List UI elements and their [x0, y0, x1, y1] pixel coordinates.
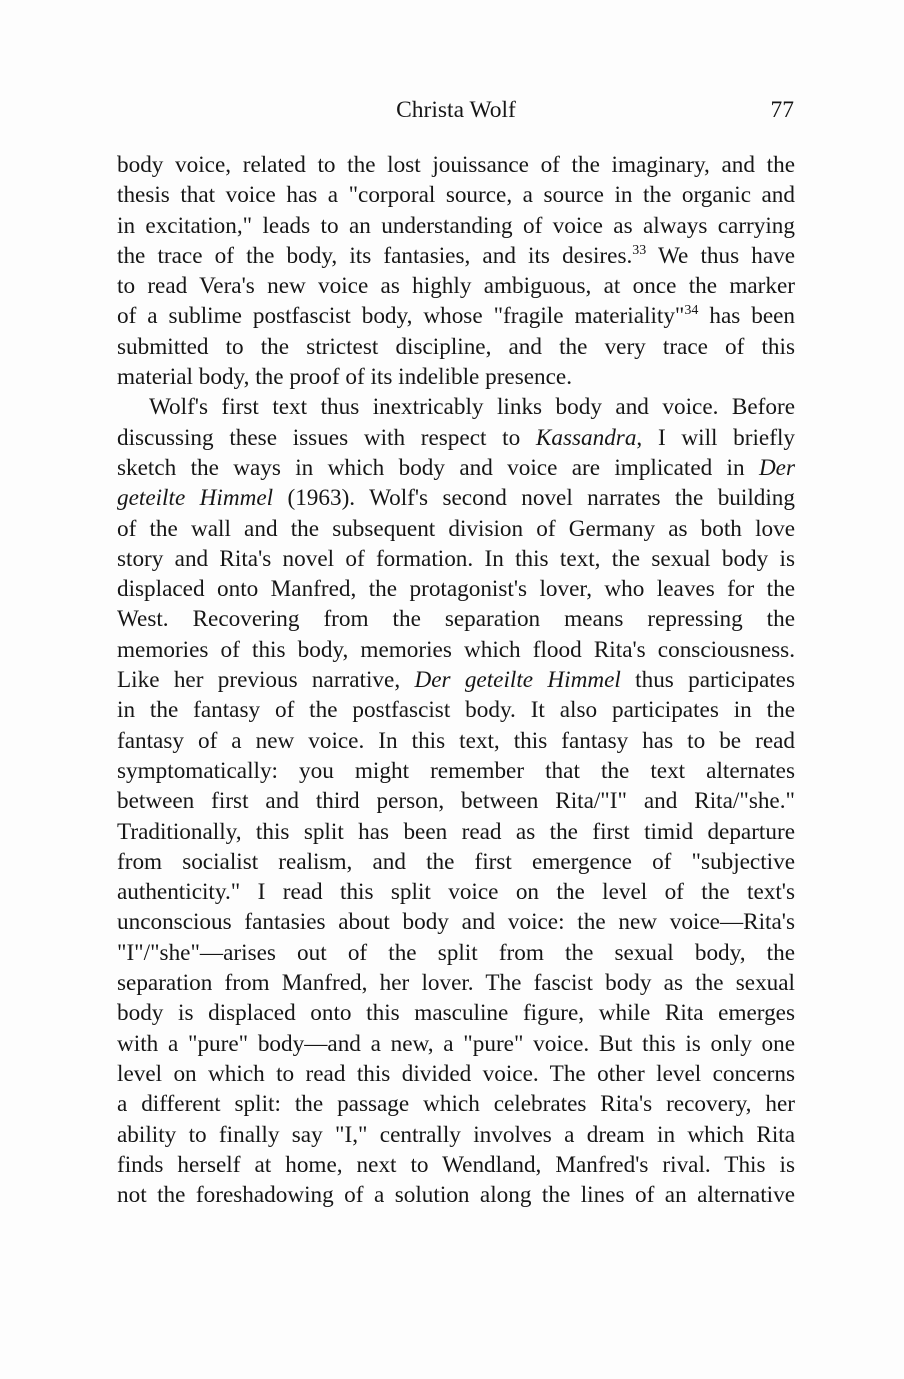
text-segment: , I will briefly [636, 424, 795, 451]
text-segment: in excitation," leads to an understanding of voice as always carrying [117, 212, 795, 239]
text-line [117, 1059, 795, 1089]
text-segment: memories of this body, memories which flood Rita's consciousness. [117, 636, 795, 663]
text-segment: unconscious fantasies about body and voice: the new voice—Rita's [117, 909, 795, 936]
text-segment: "I"/"she"—arises out of the split from the sexual body, the [117, 939, 795, 966]
text-segment: Wolf's first text thus inextricably links body and voice. Before [149, 394, 795, 421]
italic-title: Kassandra [535, 424, 637, 451]
text-line [117, 877, 795, 907]
text-segment: has been [698, 303, 795, 330]
text-segment: material body, the proof of its indelible presence. [117, 364, 573, 391]
text-segment: authenticity." I read this split voice on the level of the text's [117, 879, 795, 906]
text-line [117, 362, 795, 392]
text-segment: Traditionally, this split has been read as the first timid departure [117, 818, 795, 845]
text-segment: from socialist realism, and the first emergence of "subjective [117, 848, 795, 875]
footnote-marker: 34 [684, 303, 699, 319]
text-line [117, 150, 795, 180]
body-text [117, 150, 795, 1210]
text-segment: story and Rita's novel of formation. In this text, the sexual body is [117, 545, 795, 572]
text-line [117, 695, 795, 725]
text-segment: thesis that voice has a "corporal source, a source in the organic and [117, 182, 795, 209]
text-line [117, 1089, 795, 1119]
text-segment: of a sublime postfascist body, whose "fragile materiality" [117, 303, 685, 330]
text-segment: West. Recovering from the separation means repressing the [117, 606, 795, 633]
text-segment: thus participates [620, 667, 796, 694]
text-line [117, 907, 795, 937]
text-segment: a different split: the passage which celebrates Rita's recovery, her [117, 1091, 795, 1118]
text-segment: body is displaced onto this masculine figure, while Rita emerges [117, 1000, 795, 1027]
text-line [117, 756, 795, 786]
text-line [117, 1180, 795, 1210]
text-line [117, 241, 795, 271]
text-segment: (1963). Wolf's second novel narrates the building [273, 485, 795, 512]
text-line [117, 817, 795, 847]
text-line [117, 604, 795, 634]
text-line [117, 665, 795, 695]
text-segment: body voice, related to the lost jouissance of the imaginary, and the [117, 152, 795, 178]
text-segment: Like her previous narrative, [117, 667, 415, 694]
text-line [117, 1150, 795, 1180]
text-line [117, 301, 795, 331]
text-line [117, 786, 795, 816]
text-line [117, 483, 795, 513]
text-line [117, 514, 795, 544]
text-segment: displaced onto Manfred, the protagonist's lover, who leaves for the [117, 576, 795, 603]
text-segment: level on which to read this divided voice. The other level concerns [117, 1060, 795, 1087]
text-segment: not the foreshadowing of a solution along the lines of an alternative [117, 1182, 795, 1209]
text-segment: fantasy of a new voice. In this text, this fantasy has to be read [117, 727, 795, 754]
text-segment: between first and third person, between Rita/"I" and Rita/"she." [117, 788, 795, 815]
text-segment: the trace of the body, its fantasies, and its desires. [117, 242, 633, 269]
text-segment: ability to finally say "I," centrally involves a dream in which Rita [117, 1121, 795, 1148]
text-line [117, 271, 795, 301]
text-line [117, 574, 795, 604]
paragraph-first-line [117, 392, 795, 422]
text-line [117, 938, 795, 968]
text-line [117, 998, 795, 1028]
text-segment: We thus have [646, 242, 796, 269]
text-line [117, 847, 795, 877]
text-line [117, 726, 795, 756]
running-head [118, 94, 794, 126]
text-line [117, 211, 795, 241]
text-line [117, 635, 795, 665]
text-line [117, 453, 795, 483]
text-segment: with a "pure" body—and a new, a "pure" voice. But this is only one [117, 1030, 795, 1057]
text-segment: in the fantasy of the postfascist body. It also participates in the [117, 697, 795, 724]
text-segment: to read Vera's new voice as highly ambiguous, at once the marker [117, 273, 795, 300]
text-line [117, 423, 795, 453]
footnote-marker: 33 [632, 242, 647, 258]
page-number: 77 [770, 97, 794, 123]
text-segment: symptomatically: you might remember that the text alternates [117, 757, 795, 784]
text-line [117, 332, 795, 362]
text-segment: submitted to the strictest discipline, and the very trace of this [117, 333, 795, 360]
text-line [117, 1029, 795, 1059]
text-line [117, 968, 795, 998]
text-segment: of the wall and the subsequent division of Germany as both love [117, 515, 795, 542]
text-segment: separation from Manfred, her lover. The fascist body as the sexual [117, 970, 795, 997]
italic-title: Der [758, 454, 795, 481]
text-line [117, 1120, 795, 1150]
running-title: Christa Wolf [396, 97, 516, 123]
text-segment: discussing these issues with respect to [117, 424, 536, 451]
text-line [117, 180, 795, 210]
text-segment: sketch the ways in which body and voice are implicated in [117, 454, 759, 481]
italic-title: Der geteilte Himmel [414, 667, 621, 694]
italic-title: geteilte Himmel [117, 485, 274, 512]
text-segment: finds herself at home, next to Wendland, Manfred's rival. This is [117, 1151, 795, 1178]
text-line [117, 544, 795, 574]
